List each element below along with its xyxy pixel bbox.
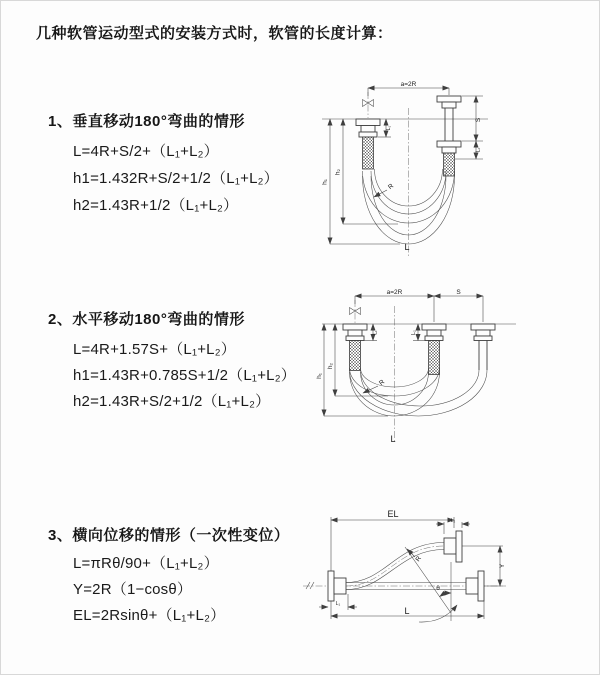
dim-label-l2: L₂ [475, 147, 482, 153]
section-3-formula-EL: EL=2Rsinθ+（L₁+L₂） [73, 607, 226, 624]
dim-label-l2: L₂ [411, 330, 417, 335]
upper-right-flange-fitting [444, 531, 462, 562]
middle-flange-fitting [422, 324, 446, 375]
dim-label-h2: h₂ [334, 168, 342, 176]
left-flange-fitting [343, 324, 367, 371]
dim-label-h2: h₂ [327, 362, 334, 370]
dim-label-l: L [390, 434, 396, 444]
dim-label-r: R [414, 555, 423, 564]
dim-label-l1: L₁ [372, 330, 379, 335]
angle-swing-arrow [419, 605, 457, 622]
break-mark [306, 582, 314, 589]
braided-section [429, 341, 440, 375]
section-1-heading: 1、垂直移动180°弯曲的情形 [48, 113, 245, 130]
dim-label-h1: h₁ [321, 179, 329, 185]
dim-label-r: R [387, 182, 396, 192]
dim-label-h1: h₁ [316, 373, 323, 379]
section-2-formula-L: L=4R+1.57S+（L₁+L₂） [73, 341, 236, 358]
diagram-horizontal-180-bend [316, 284, 531, 454]
dim-label-theta: θ [436, 585, 440, 592]
chord-line [405, 547, 451, 613]
dim-label-l: L [404, 606, 410, 616]
page-title: 几种软管运动型式的安装方式时，软管的长度计算： [36, 25, 393, 42]
dim-label-s: S [475, 117, 482, 123]
section-3-formula-Y: Y=2R（1−cosθ） [73, 581, 193, 598]
section-2-heading: 2、水平移动180°弯曲的情形 [48, 311, 245, 328]
section-3-heading: 3、横向位移的情形（一次性变位） [48, 527, 290, 544]
section-3-formula-L: L=πRθ/90+（L₁+L₂） [73, 555, 219, 572]
right-flange-fitting [437, 96, 461, 176]
dim-label-s: S [456, 289, 461, 296]
dim-label-r: R [378, 378, 387, 388]
dim-label-y: Y [499, 563, 506, 569]
right-flange-fitting [471, 324, 495, 370]
braided-section [363, 137, 374, 169]
diagram-lateral-displacement [301, 501, 571, 646]
section-2-formula-h2: h2=1.43R+S/2+1/2（L₁+L₂） [73, 393, 271, 410]
dim-label-l2: L₂ [450, 518, 456, 524]
dim-label-a2r: a=2R [400, 81, 417, 88]
braided-section [444, 153, 455, 176]
section-1-formula-h2: h2=1.43R+1/2（L₁+L₂） [73, 197, 239, 214]
dim-label-el: EL [387, 509, 399, 519]
left-flange-fitting [356, 119, 380, 169]
left-flange-fitting [328, 571, 346, 601]
section-1-formula-L: L=4R+S/2+（L₁+L₂） [73, 143, 219, 160]
section-1-formula-h1: h1=1.432R+S/2+1/2（L₁+L₂） [73, 170, 279, 187]
dim-label-l1: L₁ [386, 125, 392, 131]
dim-label-l: L [404, 242, 410, 252]
angle-arc [440, 593, 451, 597]
dim-label-a2r: a=2R [386, 289, 403, 296]
section-2-formula-h1: h1=1.43R+0.785S+1/2（L₁+L₂） [73, 367, 296, 384]
braided-section [350, 341, 361, 371]
dim-label-l1: L₁ [335, 601, 341, 607]
diagram-vertical-180-bend [316, 76, 521, 271]
